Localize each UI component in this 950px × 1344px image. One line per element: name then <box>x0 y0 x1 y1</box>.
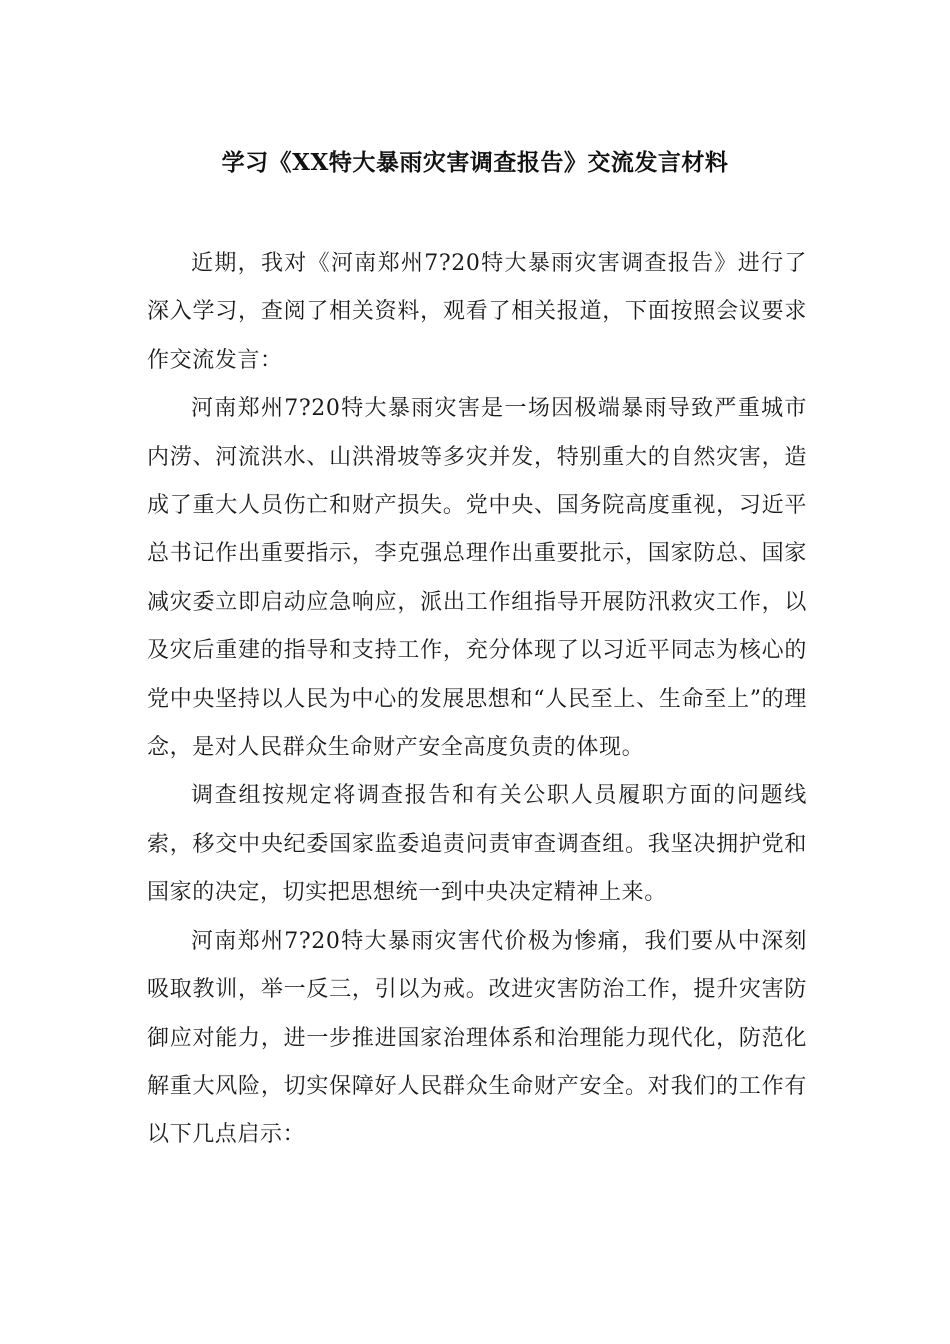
paragraph-lessons: 河南郑州7?20特大暴雨灾害代价极为惨痛，我们要从中深刻吸取教训，举一反三，引以为戒。改进灾害防治工作，提升灾害防御应对能力，进一步推进国家治理体系和治理能力现代化，防范化解重大风险，切实保障好人民群众生命财产安全。对我们的工作有以下几点启示： <box>147 928 807 1148</box>
document-body <box>147 240 807 1160</box>
paragraph-disaster-overview: 河南郑州7?20特大暴雨灾害是一场因极端暴雨导致严重城市内涝、河流洪水、山洪滑坡等多灾并发，特别重大的自然灾害，造成了重大人员伤亡和财产损失。党中央、国务院高度重视，习近平总书记作出重要指示，李克强总理作出重要批示，国家防总、国家减灾委立即启动应急响应，派出工作组指导开展防汛救灾工作，以及灾后重建的指导和支持工作，充分体现了以习近平同志为核心的党中央坚持以人民为中心的发展思想和“人民至上、生命至上”的理念，是对人民群众生命财产安全高度负责的体现。 <box>147 396 807 761</box>
paragraph-intro: 近期，我对《河南郑州7?20特大暴雨灾害调查报告》进行了深入学习，查阅了相关资料，观看了相关报道，下面按照会议要求作交流发言： <box>147 251 807 373</box>
document-title: 学习《XX特大暴雨灾害调查报告》交流发言材料 <box>221 149 729 176</box>
paragraph-investigation: 调查组按规定将调查报告和有关公职人员履职方面的问题线索，移交中央纪委国家监委追责问责审查调查组。我坚决拥护党和国家的决定，切实把思想统一到中央决定精神上来。 <box>147 783 807 906</box>
